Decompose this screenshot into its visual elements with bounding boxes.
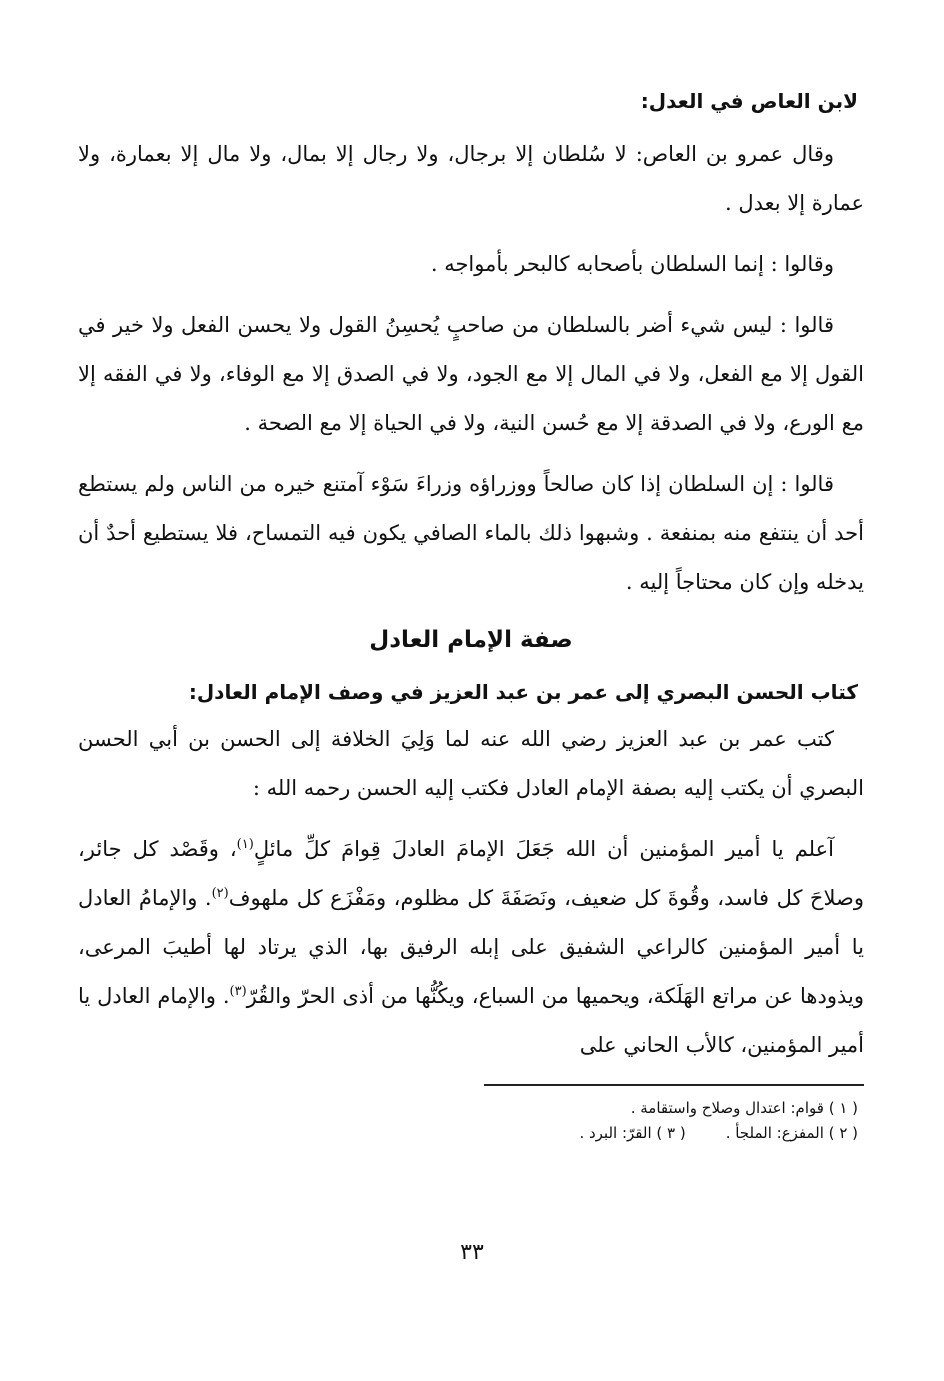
paragraph-amr-quote: وقال عمرو بن العاص: لا سُلطان إلا برجال، ولا رجال إلا بمال، ولا مال إلا بعمارة، ولا عمارة إلا بعدل . [78, 142, 864, 215]
paragraph-bad-ministers: قالوا : إن السلطان إذا كان صالحاً ووزراؤه وزراءَ سَوْء آمتنع خيره من الناس ولم يستطع أحد أن ينتفع منه بمنفعة . وشبهوا ذلك بالماء الصافي يكون فيه التمساح، فلا يستطيع أحدٌ أن يدخله وإن كان محتاجاً إليه . [78, 472, 864, 594]
footnote-ref-1: (١) [236, 837, 254, 852]
section-title: صفة الإمام العادل [369, 627, 573, 653]
paragraph-letter-intro: كتب عمر بن عبد العزيز رضي الله عنه لما وَلِيَ الخلافة إلى الحسن بن أبي الحسن البصري أن يكتب إليه بصفة الإمام العادل فكتب إليه الحسن رحمه الله : [78, 727, 864, 800]
just-imam-text-1: آعلم يا أمير المؤمنين أن الله جَعَلَ الإمامَ العادلَ قِوامَ كلِّ مائلٍ [253, 837, 834, 861]
subheading-ibn-al-as: لابن العاص في العدل: [640, 89, 858, 113]
just-imam-text-2: ، وقَصْد كل جائر، وصلاحَ كل فاسد، وقُوةَ كل ضعيف، ونَصَفَةَ كل مظلوم، ومَفْزَع كل ملهوف [78, 837, 864, 910]
footnote-row-2 [78, 1121, 858, 1146]
footnote-ref-3: (٣) [229, 984, 247, 999]
footnote-ref-2: (٢) [211, 886, 229, 901]
footnotes [78, 1096, 864, 1146]
just-imam-text-3: . والإمامُ العادل يا أمير المؤمنين كالراعي الشفيق على إبله الرفيق بها، الذي يرتاد لها أطيبَ المرعى، ويذودها عن مراتع الهَلَكة، ويحميها من السباع، ويكُنُّها من أذى الحرّ والقُرّ [78, 886, 865, 1008]
just-imam-text-4: . والإمام العادل يا أمير المؤمنين، كالأب الحاني على [78, 984, 864, 1057]
subheading-hasan-letter: كتاب الحسن البصري إلى عمر بن عبد العزيز في وصف الإمام العادل: [188, 680, 858, 704]
footnote-2: ( ٢ ) المفزع: الملجأ . [725, 1124, 858, 1142]
paragraph-harmful-companion: قالوا : ليس شيء أضر بالسلطان من صاحبٍ يُحسِنُ القول ولا يحسن الفعل ولا خير في القول إلا مع الفعل، ولا في المال إلا مع الجود، ولا في الصدق إلا مع الوفاء، ولا في الفقه إلا مع الورع، ولا في الصدقة إلا مع حُسن النية، ولا في الحياة إلا مع الصحة . [78, 313, 864, 435]
footnote-3: ( ٣ ) القرّ: البرد . [579, 1124, 686, 1142]
page-number: ٣٣ [460, 1240, 484, 1265]
paragraph-sultan-sea: وقالوا : إنما السلطان بأصحابه كالبحر بأمواجه . [430, 252, 834, 276]
paragraph-just-imam [78, 825, 864, 1070]
footnote-divider [484, 1084, 864, 1086]
footnote-1: ( ١ ) قوام: اعتدال وصلاح واستقامة . [630, 1099, 858, 1117]
